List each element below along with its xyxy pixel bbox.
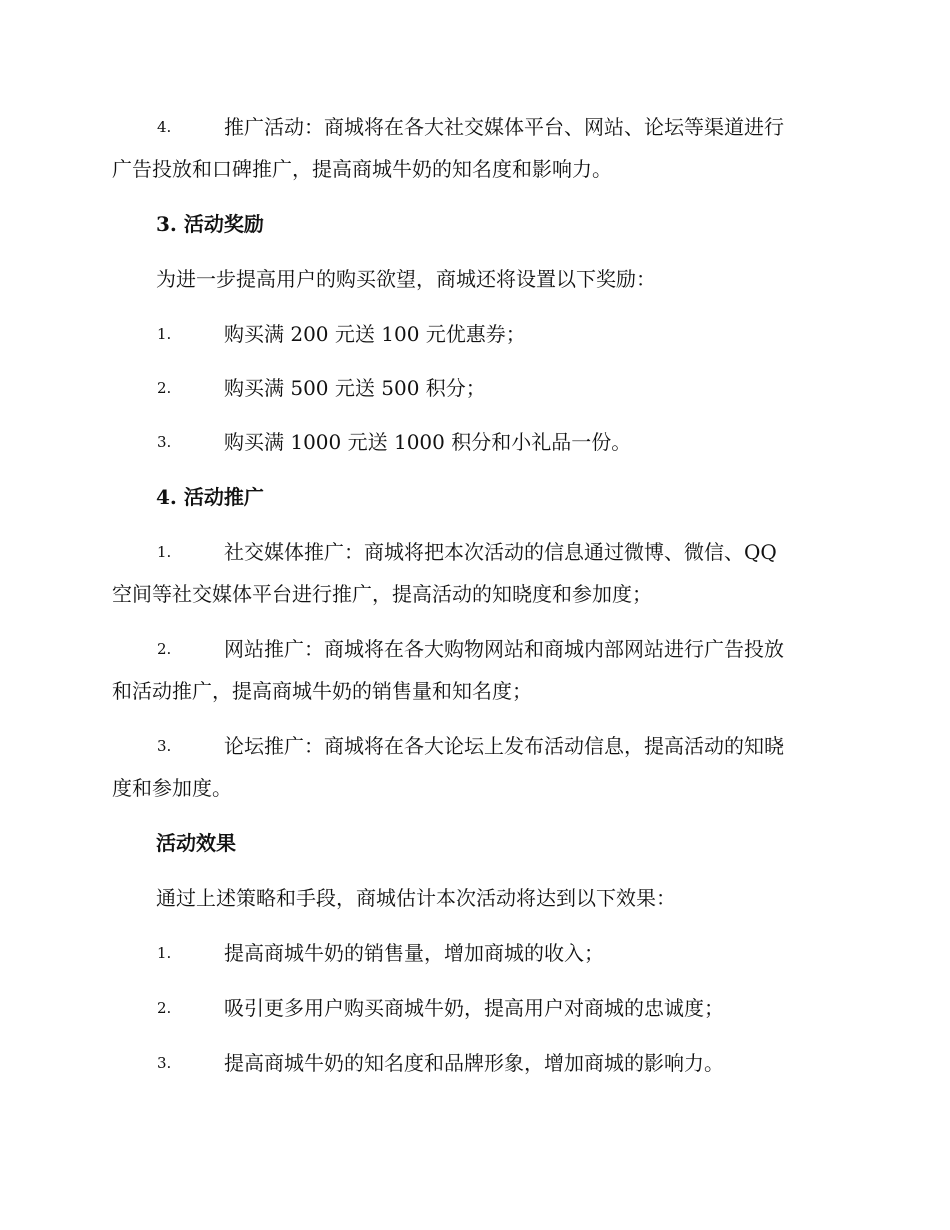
list-item (112, 106, 834, 190)
list-item (112, 367, 834, 409)
paragraph (112, 258, 834, 300)
list-item (112, 1042, 834, 1084)
list-item-text: 购买满 500 元送 500 积分； (224, 376, 486, 400)
list-item (112, 531, 834, 615)
section-heading-text: 活动效果 (156, 831, 236, 855)
list-item-number: 1. (157, 944, 172, 962)
list-item (112, 932, 834, 974)
list-item-text: 提高商城牛奶的知名度和品牌形象，增加商城的影响力。 (224, 1051, 724, 1075)
list-item (112, 628, 834, 712)
list-item-number: 3. (157, 1054, 172, 1072)
list-item-text-continued: 度和参加度。 (112, 776, 232, 800)
list-item (112, 313, 834, 355)
list-item-number: 3. (157, 433, 172, 451)
list-item-number: 1. (157, 325, 172, 343)
section-heading-text: 3. 活动奖励 (156, 212, 264, 236)
list-item (112, 421, 834, 463)
list-item-text-continued: 和活动推广，提高商城牛奶的销售量和知名度； (112, 679, 532, 703)
list-item-number: 3. (157, 737, 172, 755)
section-heading (112, 822, 834, 864)
paragraph (112, 877, 834, 919)
list-item-number: 2. (157, 999, 172, 1017)
list-item (112, 987, 834, 1029)
list-item-number: 4. (157, 118, 172, 136)
section-heading (112, 476, 834, 518)
list-item-text: 提高商城牛奶的销售量，增加商城的收入； (224, 941, 604, 965)
list-item-number: 2. (157, 379, 172, 397)
section-heading-text: 4. 活动推广 (156, 485, 264, 509)
list-item-number: 2. (157, 640, 172, 658)
list-item-text: 购买满 1000 元送 1000 积分和小礼品一份。 (224, 430, 632, 454)
section-heading (112, 203, 834, 245)
list-item-text-continued: 空间等社交媒体平台进行推广，提高活动的知晓度和参加度； (112, 582, 652, 606)
list-item (112, 725, 834, 809)
paragraph-text: 通过上述策略和手段，商城估计本次活动将达到以下效果： (156, 886, 676, 910)
list-item-text: 网站推广：商城将在各大购物网站和商城内部网站进行广告投放 (224, 637, 784, 661)
list-item-text: 吸引更多用户购买商城牛奶，提高用户对商城的忠诚度； (224, 996, 724, 1020)
list-item-text: 社交媒体推广：商城将把本次活动的信息通过微博、微信、QQ (224, 540, 777, 564)
list-item-text-continued: 广告投放和口碑推广，提高商城牛奶的知名度和影响力。 (112, 157, 612, 181)
paragraph-text: 为进一步提高用户的购买欲望，商城还将设置以下奖励： (156, 267, 656, 291)
list-item-number: 1. (157, 543, 172, 561)
list-item-text: 购买满 200 元送 100 元优惠券； (224, 322, 526, 346)
list-item-text: 推广活动：商城将在各大社交媒体平台、网站、论坛等渠道进行 (224, 115, 784, 139)
list-item-text: 论坛推广：商城将在各大论坛上发布活动信息，提高活动的知晓 (224, 734, 784, 758)
